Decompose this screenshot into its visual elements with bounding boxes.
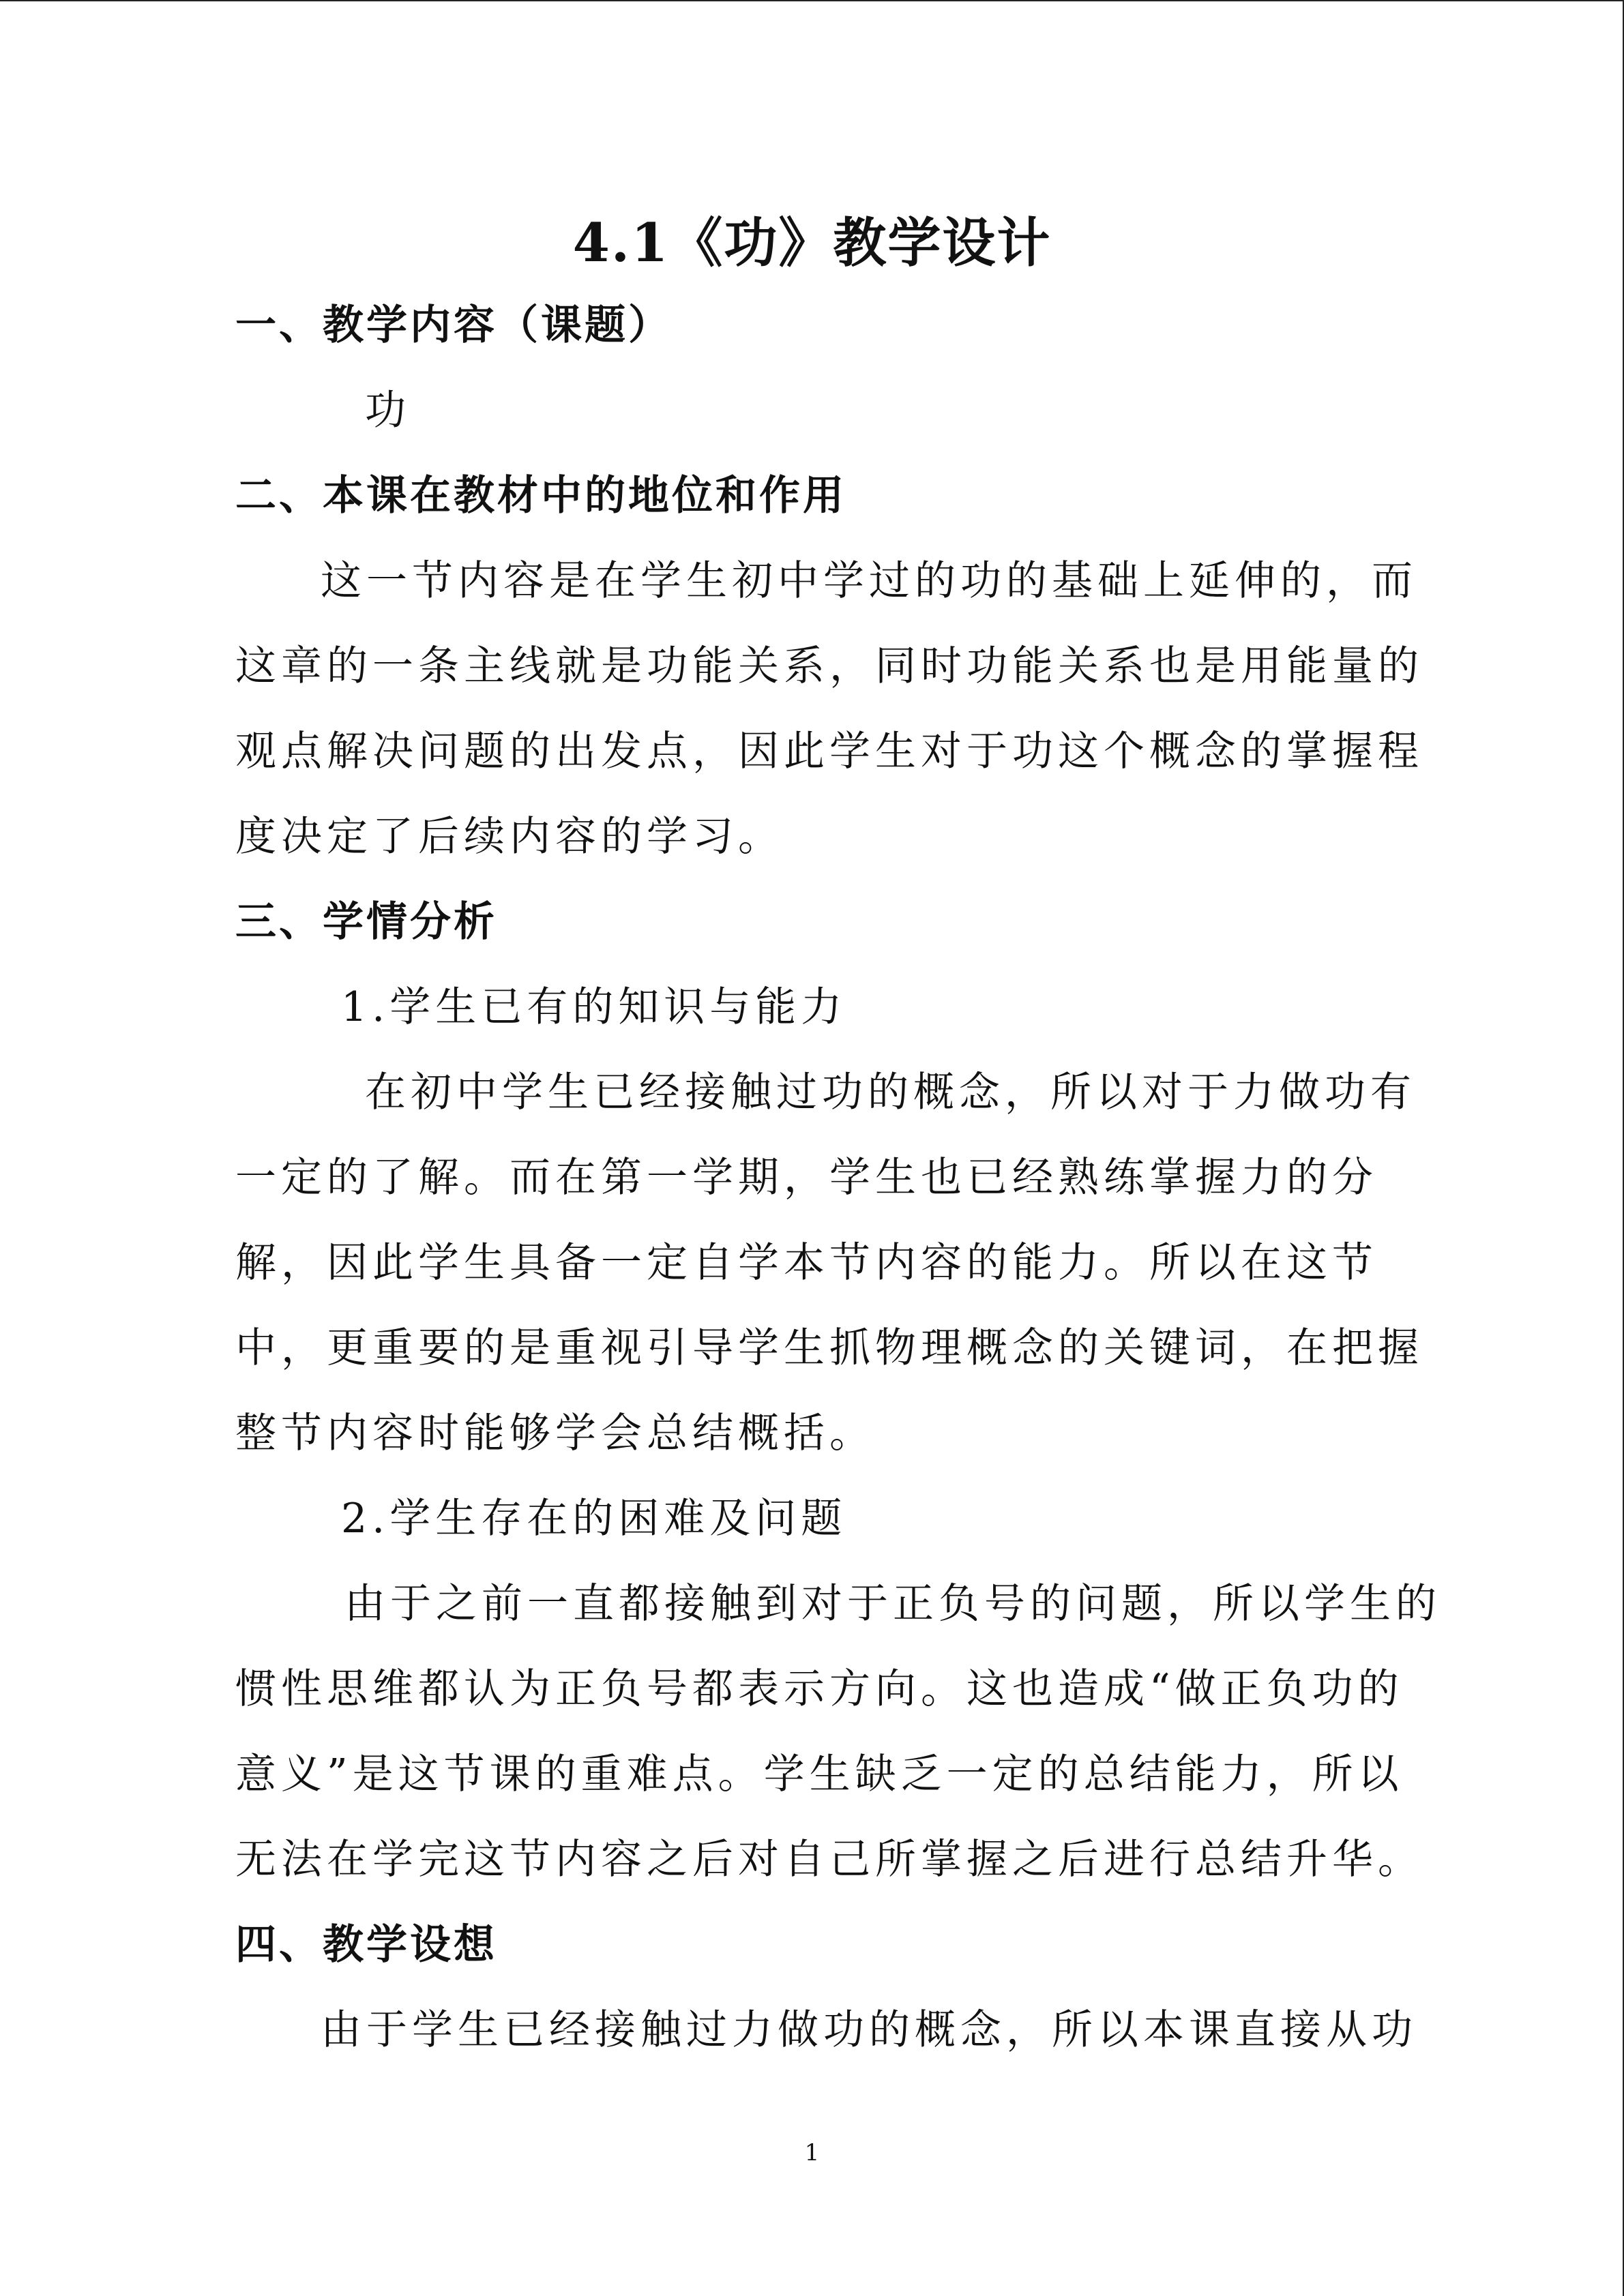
section-2-body-line: 这章的一条主线就是功能关系，同时功能关系也是用能量的 [235,642,1423,690]
section-heading-2: 二、本课在教材中的地位和作用 [235,472,846,520]
subsection-1-body-line: 一定的了解。而在第一学期，学生也已经熟练掌握力的分 [235,1154,1378,1202]
subsection-1-body-line: 整节内容时能够学会总结概括。 [235,1410,875,1457]
section-heading-4: 四、教学设想 [235,1921,497,1969]
section-2-body-line: 度决定了后续内容的学习。 [235,813,784,861]
subsection-title-1: 1.学生已有的知识与能力 [341,983,847,1031]
subsection-1-body-line: 在初中学生已经接触过功的概念，所以对于力做功有 [365,1069,1416,1116]
section-4-body-line: 由于学生已经接触过力做功的概念，所以本课直接从功 [321,2006,1417,2054]
section-1-body-line: 功 [365,387,411,434]
section-heading-1: 一、教学内容（课题） [235,301,672,349]
section-2-body-line: 这一节内容是在学生初中学过的功的基础上延伸的，而 [321,557,1417,605]
section-2-body-line: 观点解决问题的出发点，因此学生对于功这个概念的掌握程 [235,728,1423,775]
subsection-1-body-line: 解，因此学生具备一定自学本节内容的能力。所以在这节 [235,1239,1378,1287]
subsection-2-body-line: 惯性思维都认为正负号都表示方向。这也造成“做正负功的 [235,1665,1404,1713]
page-number: 1 [804,2139,820,2166]
subsection-1-body-line: 中，更重要的是重视引导学生抓物理概念的关键词，在把握 [235,1324,1423,1372]
subsection-title-2: 2.学生存在的困难及问题 [341,1495,847,1542]
subsection-2-body-line: 由于之前一直都接触到对于正负号的问题，所以学生的 [344,1580,1441,1628]
subsection-2-body-line: 无法在学完这节内容之后对自己所掌握之后进行总结升华。 [235,1836,1423,1883]
section-heading-3: 三、学情分析 [235,898,497,946]
subsection-2-body-line: 意义”是这节课的重难点。学生缺乏一定的总结能力，所以 [235,1750,1404,1798]
document-title: 4.1《功》教学设计 [572,212,1052,274]
